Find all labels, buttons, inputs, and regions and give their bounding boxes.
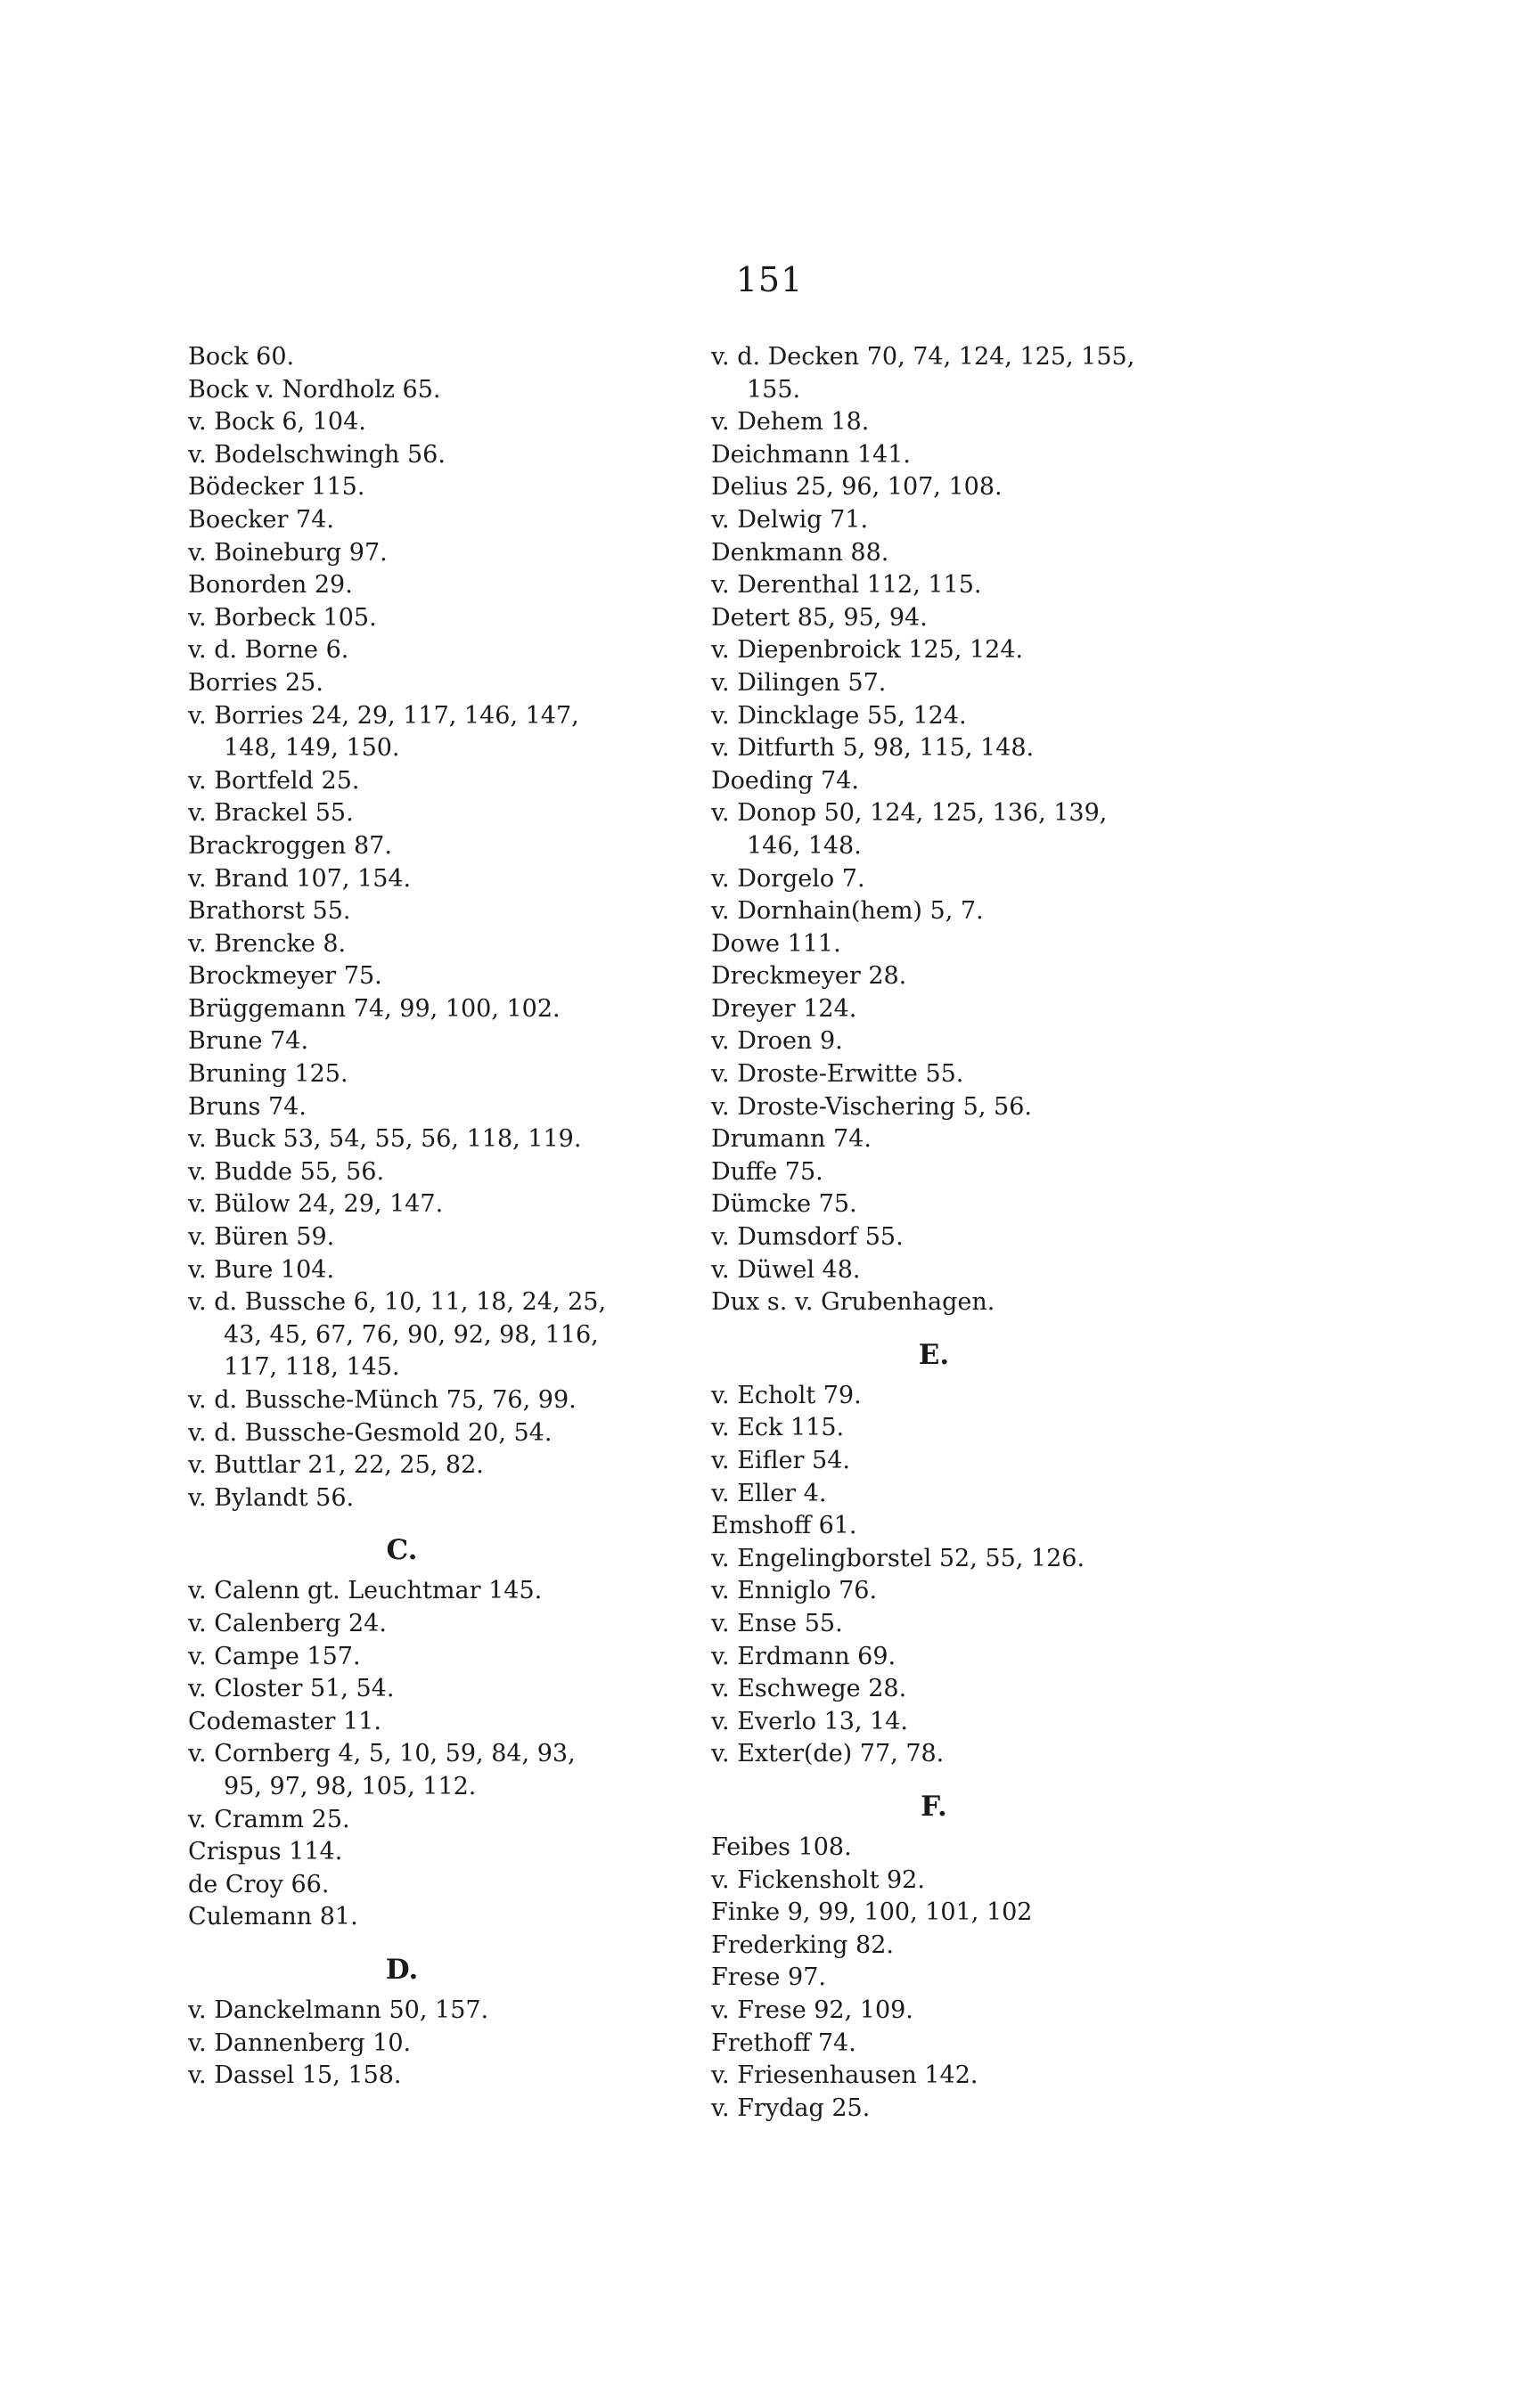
index-entry bbox=[711, 732, 1210, 765]
index-entry-line: Bonorden 29. bbox=[188, 571, 353, 600]
index-entry bbox=[188, 1706, 669, 1739]
index-entry-line: v. Eck 115. bbox=[711, 1414, 845, 1442]
index-entry-line: v. Donop 50, 124, 125, 136, 139, bbox=[711, 799, 1108, 828]
index-entry bbox=[711, 765, 1210, 798]
index-entry bbox=[188, 1156, 669, 1189]
index-entry bbox=[188, 1608, 669, 1641]
index-entry bbox=[711, 928, 1210, 961]
index-entry-line: v. Echolt 79. bbox=[711, 1381, 862, 1409]
index-entry bbox=[711, 1510, 1210, 1543]
index-entry bbox=[188, 1869, 669, 1902]
index-entry-line: Culemann 81. bbox=[188, 1903, 358, 1931]
index-entry-line: Bock 60. bbox=[188, 343, 295, 371]
index-entry-line: Brüggemann 74, 99, 100, 102. bbox=[188, 994, 561, 1023]
index-entry-line: v. Droste-Vischering 5, 56. bbox=[711, 1092, 1032, 1121]
index-entry-line: de Croy 66. bbox=[188, 1870, 330, 1898]
index-entry-line: v. Bock 6, 104. bbox=[188, 408, 366, 437]
index-entry bbox=[188, 537, 669, 570]
index-entry-line: v. Exter(de) 77, 78. bbox=[711, 1740, 945, 1768]
index-entry-line: v. Enniglo 76. bbox=[711, 1577, 878, 1605]
index-entry bbox=[188, 504, 669, 537]
index-entry-line: v. Danckelmann 50, 157. bbox=[188, 1996, 489, 2024]
index-entry-line: v. Borries 24, 29, 117, 146, 147, bbox=[188, 701, 579, 730]
index-entry-line: v. Dilingen 57. bbox=[711, 668, 887, 697]
index-entry-line: Duffe 75. bbox=[711, 1157, 823, 1186]
index-entry bbox=[188, 1449, 669, 1482]
index-column-right bbox=[711, 341, 1210, 2125]
index-entry-line: v. Droen 9. bbox=[711, 1027, 843, 1056]
index-entry bbox=[711, 1380, 1210, 1413]
index-entry bbox=[188, 928, 669, 961]
index-entry-continuation: 155. bbox=[747, 375, 801, 404]
index-entry-line: v. Ense 55. bbox=[711, 1609, 843, 1637]
index-entry bbox=[711, 1156, 1210, 1189]
index-entry bbox=[711, 602, 1210, 635]
index-entry-line: v. Buttlar 21, 22, 25, 82. bbox=[188, 1451, 484, 1480]
index-entry bbox=[711, 1188, 1210, 1221]
index-entry bbox=[188, 634, 669, 667]
index-entry-line: v. Calenberg 24. bbox=[188, 1609, 387, 1637]
index-entry-line: Bödecker 115. bbox=[188, 473, 365, 502]
index-entry bbox=[188, 2028, 669, 2061]
index-entry bbox=[711, 1123, 1210, 1156]
letter-heading: D. bbox=[385, 1953, 419, 1986]
index-entry-line: Frethoff 74. bbox=[711, 2028, 856, 2057]
index-entry-line: Bruns 74. bbox=[188, 1092, 307, 1121]
index-entry bbox=[711, 1962, 1210, 1995]
index-entry bbox=[188, 830, 669, 863]
index-entry-line: Brathorst 55. bbox=[188, 897, 351, 926]
index-entry-line: Crispus 114. bbox=[188, 1838, 343, 1866]
index-entry-line: v. Eifler 54. bbox=[711, 1447, 850, 1474]
index-entry-line: Feibes 108. bbox=[711, 1833, 852, 1861]
index-entry bbox=[711, 1543, 1210, 1576]
index-entry bbox=[711, 2093, 1210, 2126]
index-entry-line: v. Dornhain(hem) 5, 7. bbox=[711, 897, 984, 926]
index-entry bbox=[188, 895, 669, 928]
index-entry-continuation: 146, 148. bbox=[747, 831, 862, 860]
index-entry bbox=[188, 993, 669, 1026]
index-entry bbox=[188, 569, 669, 602]
index-entry bbox=[711, 1478, 1210, 1511]
page-number: 151 bbox=[735, 260, 804, 299]
index-entry-line: v. Brand 107, 154. bbox=[188, 864, 412, 893]
index-entry-line: v. Büren 59. bbox=[188, 1223, 335, 1252]
index-entry-line: Brockmeyer 75. bbox=[188, 962, 382, 991]
index-entry bbox=[711, 1221, 1210, 1254]
index-entry-line: Doeding 74. bbox=[711, 766, 859, 795]
index-entry bbox=[188, 1221, 669, 1254]
index-entry-line: Codemaster 11. bbox=[188, 1707, 381, 1735]
index-entry-line: Borries 25. bbox=[188, 668, 323, 697]
index-entry bbox=[711, 569, 1210, 602]
index-entry-line: v. Dumsdorf 55. bbox=[711, 1223, 904, 1252]
index-entry bbox=[188, 765, 669, 798]
index-entry bbox=[188, 1123, 669, 1156]
index-entry bbox=[711, 1254, 1210, 1287]
index-entry-line: v. Dincklage 55, 124. bbox=[711, 701, 967, 730]
index-entry bbox=[711, 504, 1210, 537]
index-entry bbox=[711, 439, 1210, 472]
index-entry-line: Delius 25, 96, 107, 108. bbox=[711, 473, 1003, 502]
index-entry bbox=[711, 406, 1210, 439]
index-entry-line: Dowe 111. bbox=[711, 929, 841, 958]
index-entry bbox=[711, 1897, 1210, 1930]
index-entry-line: v. Diepenbroick 125, 124. bbox=[711, 636, 1024, 665]
index-entry bbox=[188, 960, 669, 993]
index-entry bbox=[188, 1025, 669, 1058]
index-entry-line: v. d. Decken 70, 74, 124, 125, 155, bbox=[711, 343, 1135, 371]
index-entry-continuation: 43, 45, 67, 76, 90, 92, 98, 116, bbox=[224, 1320, 599, 1349]
index-entry-line: Brune 74. bbox=[188, 1027, 309, 1056]
index-entry-line: Dümcke 75. bbox=[711, 1190, 857, 1219]
index-entry-line: Bruning 125. bbox=[188, 1060, 348, 1089]
index-entry bbox=[711, 667, 1210, 700]
index-entry bbox=[711, 1575, 1210, 1608]
index-entry-line: Denkmann 88. bbox=[711, 538, 889, 567]
index-entry bbox=[711, 895, 1210, 928]
index-entry bbox=[711, 1706, 1210, 1739]
index-entry bbox=[188, 341, 669, 374]
index-entry-line: v. Borbeck 105. bbox=[188, 603, 377, 632]
index-entry bbox=[711, 1445, 1210, 1478]
index-entry bbox=[711, 863, 1210, 896]
index-entry-line: Boecker 74. bbox=[188, 505, 334, 534]
index-entry-line: v. Dassel 15, 158. bbox=[188, 2061, 402, 2090]
index-entry-line: v. Delwig 71. bbox=[711, 505, 869, 534]
index-entry bbox=[711, 1930, 1210, 1963]
index-entry-line: v. d. Bussche-Münch 75, 76, 99. bbox=[188, 1386, 577, 1414]
index-entry-line: Detert 85, 95, 94. bbox=[711, 603, 928, 632]
index-entry-line: v. Campe 157. bbox=[188, 1642, 361, 1670]
index-entry-line: v. Brencke 8. bbox=[188, 929, 347, 958]
index-entry-line: v. Friesenhausen 142. bbox=[711, 2061, 978, 2090]
index-entry-line: v. Derenthal 112, 115. bbox=[711, 571, 982, 600]
index-entry-line: v. Everlo 13, 14. bbox=[711, 1707, 908, 1735]
index-entry bbox=[188, 1641, 669, 1674]
index-entry-line: Dreckmeyer 28. bbox=[711, 962, 907, 991]
index-entry-line: v. Düwel 48. bbox=[711, 1255, 861, 1284]
index-entry bbox=[188, 700, 669, 765]
index-entry bbox=[188, 1575, 669, 1608]
index-entry-line: v. Cramm 25. bbox=[188, 1805, 350, 1833]
index-entry bbox=[188, 471, 669, 504]
letter-heading: F. bbox=[921, 1790, 947, 1823]
index-entry-line: v. Bylandt 56. bbox=[188, 1483, 355, 1512]
index-entry-line: v. Bodelschwingh 56. bbox=[188, 440, 446, 469]
index-entry-line: Finke 9, 99, 100, 101, 102 bbox=[711, 1898, 1033, 1927]
index-entry-line: v. Engelingborstel 52, 55, 126. bbox=[711, 1544, 1085, 1572]
index-entry bbox=[188, 1673, 669, 1706]
index-entry bbox=[711, 471, 1210, 504]
letter-heading: C. bbox=[386, 1534, 418, 1567]
index-entry bbox=[188, 1901, 669, 1934]
index-entry-line: v. Erdmann 69. bbox=[711, 1642, 896, 1670]
index-entry bbox=[188, 374, 669, 407]
index-entry bbox=[188, 1482, 669, 1515]
index-entry bbox=[711, 700, 1210, 733]
index-entry bbox=[711, 1058, 1210, 1091]
index-entry-line: Frese 97. bbox=[711, 1963, 826, 1992]
index-entry-continuation: 95, 97, 98, 105, 112. bbox=[224, 1772, 477, 1800]
index-entry bbox=[711, 341, 1210, 406]
index-entry bbox=[188, 439, 669, 472]
index-entry-line: v. Cornberg 4, 5, 10, 59, 84, 93, bbox=[188, 1740, 576, 1768]
index-column-left bbox=[188, 341, 669, 2093]
index-entry-line: v. Frydag 25. bbox=[711, 2094, 871, 2122]
index-entry bbox=[188, 797, 669, 830]
index-entry-continuation: 117, 118, 145. bbox=[224, 1353, 400, 1382]
index-entry bbox=[188, 1417, 669, 1450]
index-entry bbox=[711, 960, 1210, 993]
index-entry-line: v. Buck 53, 54, 55, 56, 118, 119. bbox=[188, 1125, 582, 1154]
index-entry bbox=[188, 1995, 669, 2028]
index-entry-line: v. Dehem 18. bbox=[711, 408, 870, 437]
index-entry-line: v. Bortfeld 25. bbox=[188, 766, 360, 795]
index-entry bbox=[711, 1738, 1210, 1771]
index-entry-line: Dux s. v. Grubenhagen. bbox=[711, 1288, 995, 1317]
index-entry bbox=[188, 1188, 669, 1221]
index-entry-line: v. d. Borne 6. bbox=[188, 636, 349, 665]
index-entry-continuation: 148, 149, 150. bbox=[224, 734, 400, 763]
index-entry bbox=[711, 1832, 1210, 1865]
index-entry-line: v. d. Bussche 6, 10, 11, 18, 24, 25, bbox=[188, 1288, 607, 1317]
index-entry bbox=[188, 1804, 669, 1837]
index-entry-line: Emshoff 61. bbox=[711, 1512, 857, 1540]
index-entry bbox=[188, 667, 669, 700]
index-entry bbox=[188, 863, 669, 896]
index-entry bbox=[711, 1673, 1210, 1706]
index-entry bbox=[711, 1412, 1210, 1445]
index-entry bbox=[711, 1091, 1210, 1124]
index-entry-line: v. Dorgelo 7. bbox=[711, 864, 865, 893]
index-entry bbox=[711, 1025, 1210, 1058]
index-entry-line: v. Closter 51, 54. bbox=[188, 1675, 395, 1703]
index-entry-line: v. Fickensholt 92. bbox=[711, 1865, 925, 1894]
index-entry bbox=[188, 406, 669, 439]
index-entry-line: Dreyer 124. bbox=[711, 994, 857, 1023]
index-entry bbox=[711, 2028, 1210, 2061]
index-entry-line: v. Bure 104. bbox=[188, 1255, 335, 1284]
index-entry-line: Frederking 82. bbox=[711, 1930, 894, 1959]
index-entry-line: v. Dannenberg 10. bbox=[188, 2028, 412, 2057]
index-entry bbox=[711, 1286, 1210, 1319]
index-entry bbox=[188, 1738, 669, 1803]
index-entry-line: v. Ditfurth 5, 98, 115, 148. bbox=[711, 734, 1035, 763]
index-entry-line: v. Budde 55, 56. bbox=[188, 1157, 385, 1186]
index-entry-line: Deichmann 141. bbox=[711, 440, 911, 469]
index-entry bbox=[711, 1641, 1210, 1674]
index-entry-line: v. d. Bussche-Gesmold 20, 54. bbox=[188, 1418, 553, 1447]
index-entry bbox=[188, 1286, 669, 1384]
index-entry bbox=[188, 1836, 669, 1869]
index-entry bbox=[188, 2060, 669, 2093]
index-entry bbox=[711, 634, 1210, 667]
index-entry bbox=[188, 1254, 669, 1287]
index-entry-line: v. Eschwege 28. bbox=[711, 1675, 907, 1703]
index-entry bbox=[188, 1058, 669, 1091]
index-entry bbox=[711, 797, 1210, 862]
index-entry-line: Drumann 74. bbox=[711, 1125, 872, 1154]
index-entry-line: v. Bülow 24, 29, 147. bbox=[188, 1190, 444, 1219]
index-entry bbox=[711, 1995, 1210, 2028]
index-entry-line: v. Calenn gt. Leuchtmar 145. bbox=[188, 1577, 543, 1605]
index-entry bbox=[188, 1384, 669, 1417]
index-entry-line: Bock v. Nordholz 65. bbox=[188, 375, 441, 404]
index-entry bbox=[711, 1608, 1210, 1641]
index-entry-line: v. Brackel 55. bbox=[188, 799, 354, 828]
index-entry-line: v. Boineburg 97. bbox=[188, 538, 388, 567]
index-entry-line: v. Frese 92, 109. bbox=[711, 1996, 913, 2024]
index-entry-line: Brackroggen 87. bbox=[188, 831, 392, 860]
index-entry bbox=[711, 993, 1210, 1026]
letter-heading: E. bbox=[918, 1338, 950, 1371]
index-entry bbox=[188, 602, 669, 635]
index-entry bbox=[711, 2060, 1210, 2093]
index-entry bbox=[188, 1091, 669, 1124]
index-entry-line: v. Droste-Erwitte 55. bbox=[711, 1060, 964, 1089]
index-entry bbox=[711, 537, 1210, 570]
index-entry-line: v. Eller 4. bbox=[711, 1479, 827, 1507]
index-entry bbox=[711, 1865, 1210, 1898]
